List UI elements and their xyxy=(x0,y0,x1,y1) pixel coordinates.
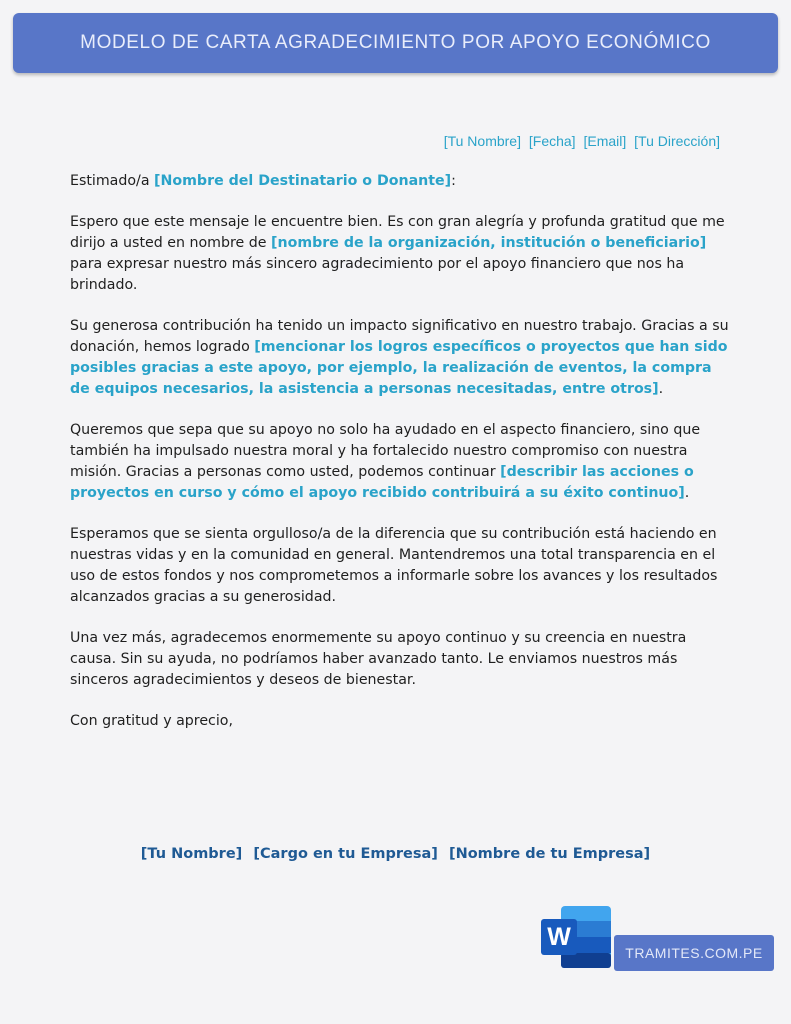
brand-badge xyxy=(614,935,774,971)
brand-name: TRAMITES.COM.PE xyxy=(625,945,763,961)
sender-name-field: [Tu Nombre] xyxy=(443,133,521,149)
paragraph-1-text-b: para expresar nuestro más sincero agradecimiento por el apoyo financiero que nos ha brindado. xyxy=(70,256,685,293)
paragraph-2 xyxy=(70,316,730,400)
greeting-colon: : xyxy=(451,173,456,189)
sender-fields xyxy=(440,133,720,149)
paragraph-2-text-a: Su generosa contribución ha tenido un impacto significativo en nuestro trabajo. Gracias a su donación, hemos logrado xyxy=(70,318,729,355)
paragraph-3-text-a: Queremos que sepa que su apoyo no solo ha ayudado en el aspecto financiero, sino que también ha impulsado nuestra moral y ha fortalecido nuestro compromiso con nuestra misión. Gracias a personas como usted, podemos continuar xyxy=(70,422,701,480)
sender-email-field: [Email] xyxy=(583,133,627,149)
closing: Con gratitud y aprecio, xyxy=(70,713,233,729)
signature-block xyxy=(0,846,791,862)
signature-name-field: [Tu Nombre] xyxy=(140,846,243,862)
signature-position-field: [Cargo en tu Empresa] xyxy=(253,846,438,862)
greeting xyxy=(70,171,730,192)
paragraph-3-text-b: . xyxy=(684,485,690,501)
greeting-text: Estimado/a xyxy=(70,173,155,189)
achievements-placeholder: [mencionar los logros específicos o proyectos que han sido posibles gracias a este apoyo, por ejemplo, la realización de eventos, la compra de equipos necesarios, la asistencia a personas necesitadas, entre otros] xyxy=(70,339,728,397)
projects-placeholder: [describir las acciones o proyectos en curso y cómo el apoyo recibido contribuirá a su éxito continuo] xyxy=(70,464,694,501)
recipient-placeholder: [Nombre del Destinatario o Donante] xyxy=(154,173,452,189)
word-icon-letter: W xyxy=(547,923,571,951)
word-icon-layer-4 xyxy=(561,953,611,968)
paragraph-1-text-a: Espero que este mensaje le encuentre bien. Es con gran alegría y profunda gratitud que me dirijo a usted en nombre de xyxy=(70,214,725,251)
signature-company-field: [Nombre de tu Empresa] xyxy=(448,846,651,862)
paragraph-4: Esperamos que se sienta orgulloso/a de la diferencia que su contribución está haciendo en nuestras vidas y en la comunidad en general. Mantendremos una total transparencia en el uso de estos fondos y nos comprometemos a informarle sobre los avances y los resultados alcanzados gracias a su generosidad. xyxy=(70,526,718,605)
paragraph-3 xyxy=(70,420,730,504)
word-icon xyxy=(541,906,613,968)
title-banner xyxy=(13,13,778,73)
page-title: MODELO DE CARTA AGRADECIMIENTO POR APOYO ECONÓMICO xyxy=(80,32,711,53)
organization-placeholder: [nombre de la organización, institución o beneficiario] xyxy=(270,235,707,251)
paragraph-5: Una vez más, agradecemos enormemente su apoyo continuo y su creencia en nuestra causa. Sin su ayuda, no podríamos haber avanzado tanto. Le enviamos nuestros más sinceros agradecimientos y deseos de bienestar. xyxy=(70,630,687,688)
letter-body xyxy=(70,171,730,752)
paragraph-1 xyxy=(70,212,730,296)
paragraph-2-text-b: . xyxy=(658,381,664,397)
sender-address-field: [Tu Dirección] xyxy=(634,133,720,149)
sender-date-field: [Fecha] xyxy=(528,133,576,149)
